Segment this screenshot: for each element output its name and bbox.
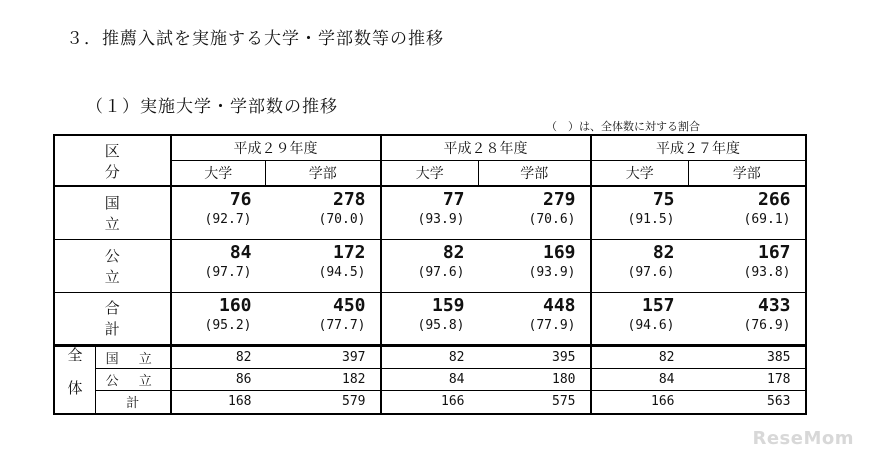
value-cell: 167	[757, 241, 791, 263]
value-cell: 172	[332, 241, 366, 263]
total-value-cell: 575	[479, 391, 591, 414]
statistics-table	[53, 134, 807, 415]
total-value-cell: 166	[591, 391, 689, 414]
value-cell: 77	[442, 189, 465, 210]
total-value-cell: 563	[689, 391, 806, 414]
value-cell: 266	[757, 189, 791, 210]
subheader-faculty: 学部	[479, 161, 591, 187]
total-row-label-national: 国 立	[96, 345, 171, 368]
subheader-university: 大学	[381, 161, 479, 187]
total-value-cell: 180	[479, 368, 591, 390]
year-header-h29: 平成２９年度	[171, 135, 381, 161]
value-cell: 448	[542, 294, 576, 316]
value-cell: 450	[332, 294, 366, 316]
value-cell: 75	[652, 189, 675, 210]
total-value-cell: 82	[591, 345, 689, 368]
total-value-cell: 84	[381, 368, 479, 390]
percent-cell: (69.1)	[743, 212, 791, 227]
row-label-national: 国 立	[54, 186, 171, 239]
total-row-label-public: 公 立	[96, 368, 171, 390]
category-header: 区 分	[54, 135, 171, 186]
total-value-cell: 84	[591, 368, 689, 390]
percent-cell: (93.8)	[743, 264, 791, 280]
value-cell: 169	[542, 241, 576, 263]
total-value-cell: 178	[689, 368, 806, 390]
subheader-university: 大学	[171, 161, 266, 187]
percent-cell: (70.6)	[528, 212, 576, 227]
percent-cell: (94.6)	[627, 317, 675, 333]
percent-cell: (97.6)	[417, 264, 465, 280]
total-value-cell: 182	[266, 368, 381, 390]
total-value-cell: 166	[381, 391, 479, 414]
value-cell: 278	[332, 189, 366, 210]
value-cell: 84	[229, 241, 252, 263]
value-cell: 76	[229, 189, 252, 210]
row-label-sum: 合 計	[54, 292, 171, 345]
percent-cell: (91.5)	[627, 212, 675, 227]
percent-cell: (97.6)	[627, 264, 675, 280]
total-value-cell: 168	[171, 391, 266, 414]
total-value-cell: 395	[479, 345, 591, 368]
value-cell: 433	[757, 294, 791, 316]
table-note: （ ）は、全体数に対する割合	[546, 120, 700, 133]
total-value-cell: 86	[171, 368, 266, 390]
total-value-cell: 397	[266, 345, 381, 368]
year-header-h27: 平成２７年度	[591, 135, 806, 161]
value-cell: 279	[542, 189, 576, 210]
total-value-cell: 385	[689, 345, 806, 368]
percent-cell: (93.9)	[528, 264, 576, 280]
total-value-cell: 82	[381, 345, 479, 368]
section-heading: （１）実施大学・学部数の推移	[86, 97, 338, 117]
total-group-label: 全体	[54, 345, 96, 414]
percent-cell: (97.7)	[204, 264, 252, 280]
value-cell: 82	[442, 241, 465, 263]
subheader-faculty: 学部	[689, 161, 806, 187]
page-heading: ３．推薦入試を実施する大学・学部数等の推移	[66, 29, 444, 49]
total-value-cell: 82	[171, 345, 266, 368]
percent-cell: (70.0)	[318, 212, 366, 227]
total-value-cell: 579	[266, 391, 381, 414]
subheader-faculty: 学部	[266, 161, 381, 187]
row-label-public: 公 立	[54, 239, 171, 292]
percent-cell: (94.5)	[318, 264, 366, 280]
watermark-logo: ReseMom	[752, 428, 854, 449]
percent-cell: (93.9)	[417, 212, 465, 227]
value-cell: 82	[652, 241, 675, 263]
percent-cell: (92.7)	[204, 212, 252, 227]
subheader-university: 大学	[591, 161, 689, 187]
percent-cell: (95.2)	[204, 317, 252, 333]
percent-cell: (76.9)	[743, 317, 791, 333]
value-cell: 160	[218, 294, 252, 316]
total-row-label-sum: 計	[96, 391, 171, 414]
percent-cell: (77.9)	[528, 317, 576, 333]
year-header-h28: 平成２８年度	[381, 135, 591, 161]
percent-cell: (77.7)	[318, 317, 366, 333]
percent-cell: (95.8)	[417, 317, 465, 333]
value-cell: 157	[641, 294, 675, 316]
value-cell: 159	[431, 294, 465, 316]
